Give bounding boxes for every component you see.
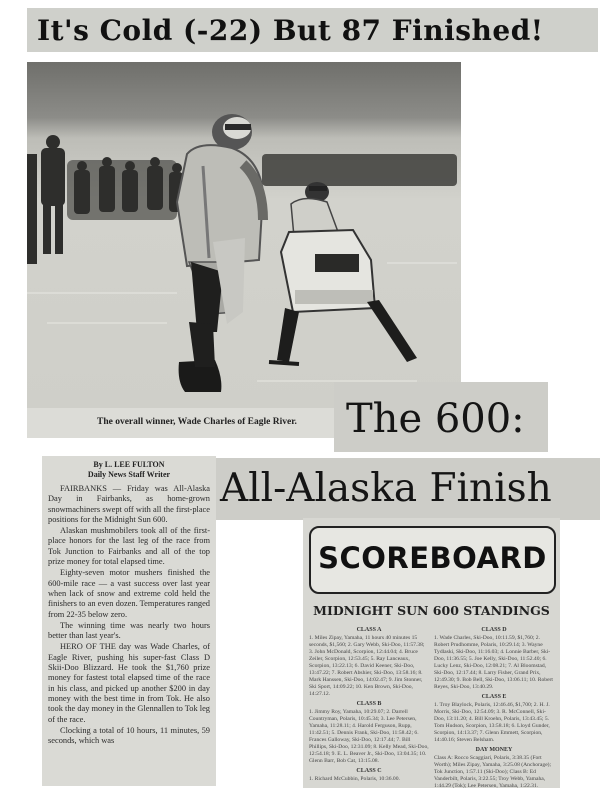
standings-right-column: [434, 626, 554, 788]
class-results: 1. Wade Charles, Ski-Doo, 10:11.59, $1,760; 2. Robert Prudhomme, Polaris, 10:29.14; 3. Wayne Tydlaski, Ski-Doo, 11:16.03; 4. Lonnie Barber, Ski-Doo, 11:36.55; 5. Joe Kelly, Ski-Doo, 11:52.40; 6. Lucky Lenz, Ski-Doo, 12:08.21; 7. Al Bloomstad, Ski-Doo, 12:17.44; 8. Larry Fisher, Grand Prix, 12:49.30; 9. Bob Bell, Ski-Doo, 13:06.11; 10. Robert Reyes, Ski-Doo, 13:40.29.: [434, 635, 553, 690]
article-paragraph: FAIRBANKS — Friday was All-Alaska Day in Fairbanks, as home-grown snowmachiners swept off with all the first-place positions for the Midnight Sun 600.: [48, 484, 210, 524]
scoreboard-banner: [309, 526, 556, 594]
article-paragraph: Clocking a total of 10 hours, 11 minutes, 59 seconds, which was: [48, 725, 210, 746]
class-heading: CLASS C: [356, 768, 382, 774]
article-paragraph: The winning time was nearly two hours better than last year's.: [48, 620, 210, 641]
byline-role: Daily News Staff Writer: [87, 470, 171, 479]
article-paragraph: Alaskan mushmobilers took all of the first-place honors for the last leg of the race from Tok Junction to Fairbanks and all of the top prize money for total elapsed time.: [48, 526, 210, 567]
headline: It's Cold (-22) But 87 Finished!: [37, 14, 544, 47]
article-paragraph: HERO OF THE day was Wade Charles, of Eagle River, pushing his super-fast Class D Skii-Doo Blizzard. He took the $1,760 prize money for fastest total elapsed time of the race in his class, and picked up another $200 in day money with the best time in from Tok. He also took the day money in the Glennallen to Tok leg of the race.: [48, 642, 210, 724]
class-results: 1. Troy Blaylock, Polaris, 12:46.46, $1,700; 2. H. J. Morris, Ski-Doo, 12:54.09; 3. R. McConnell, Ski-Doo, 13:11.20; 4. Bill Kroehn, Polaris, 13:43.45; 5. Tom Hudson, Scorpion, 13:58.18; 6. Lloyd Gunder, Scorpion, 14:13.37; 7. Glenn Emmett, Scorpion, 14:40.16; Steven Belsham.: [434, 702, 550, 743]
scoreboard-clipping: [303, 518, 560, 788]
photo-illustration: [27, 62, 461, 408]
subhead-clipping-2: [208, 458, 600, 520]
class-heading: CLASS B: [356, 701, 382, 707]
scoreboard-title: SCOREBOARD: [318, 541, 547, 575]
article-paragraph: Eighty-seven motor mushers finished the 600-mile race — a vast success over last year when lack of snow and extreme cold held the finishers to an even dozen. Temperatures ranged from 22-35 below zero.: [48, 568, 210, 619]
scoreboard-subtitle: MIDNIGHT SUN 600 STANDINGS: [313, 603, 550, 618]
subhead-the-600: The 600:: [346, 396, 525, 442]
class-results: 1. Jimmy Roy, Yamaha, 10:29.07; 2. Darrell Countryman, Polaris, 10:45.34; 3. Lee Petersen, Yamaha, 11:28.11; 4. Harold Ferguson, Rupp, 11:42.51; 5. Dennis Frank, Ski-Doo, 11:58.42; 6. Frances Galloway, Ski-Doo, 12:17.44; 7. Bill Phillips, Ski-Doo, 12:31.09; 8. Kelly Mead, Ski-Doo, 12:54.18; 9. E. L. Beaver Jr., Ski-Doo, 13:04.35; 10. Glenn Barr, Bob Cat, 13:15.08.: [309, 709, 429, 764]
class-results: Class A: Rocco Scaggiari, Polaris, 3:38.35 (Fort Worth); Miles Zipay, Yamaha, 3:25.08 (Anchorage); Tok Junction, 1:57.11 (Ski-Doo); Class B: Ed Vanderbilt, Polaris, 3:22.55; Troy Webb, Yamaha, 1:44.29 (Tok); Lee Petersen, Yamaha, 1:22.31.: [434, 755, 552, 788]
subhead-all-alaska: All-Alaska Finish: [220, 466, 552, 511]
class-results: 1. Richard McCubbin, Polaris, 10:36.00.: [309, 776, 400, 782]
article-clipping: [42, 456, 216, 786]
byline-author: By L. LEE FULTON: [93, 460, 165, 469]
headline-clipping: [27, 8, 598, 52]
class-heading: CLASS E: [481, 694, 507, 700]
subhead-clipping-1: [334, 382, 548, 452]
race-photo: [27, 62, 461, 408]
class-results: 1. Miles Zipay, Yamaha, 11 hours 40 minutes 15 seconds, $1,560; 2. Gary Webb, Ski-Doo, 11:57.38; 3. John McDonald, Scorpion, 12:44.04; 4. Bruce Zeiler, Scorpion, 12:53.45; 5. Ray Lanceaux, Scorpion, 13:22.13; 6. David Keener, Ski-Doo, 13:47.22; 7. Robert Abshier, Ski-Doo, 13:58.16; 8. Mark Hanssen, Ski-Doo, 14:02.47; 9. Jim Stonner, Ski Sport, 14:09.22; 10. Ken Brown, Ski-Doo, 14:27.12.: [309, 635, 425, 697]
standings-left-column: [309, 626, 429, 786]
article-body: [48, 484, 210, 747]
class-heading: DAY MONEY: [475, 747, 513, 753]
photo-caption: The overall winner, Wade Charles of Eagle River.: [97, 417, 297, 427]
class-heading: CLASS A: [356, 627, 382, 633]
class-heading: CLASS D: [481, 627, 507, 633]
photo-caption-clipping: [27, 408, 334, 438]
